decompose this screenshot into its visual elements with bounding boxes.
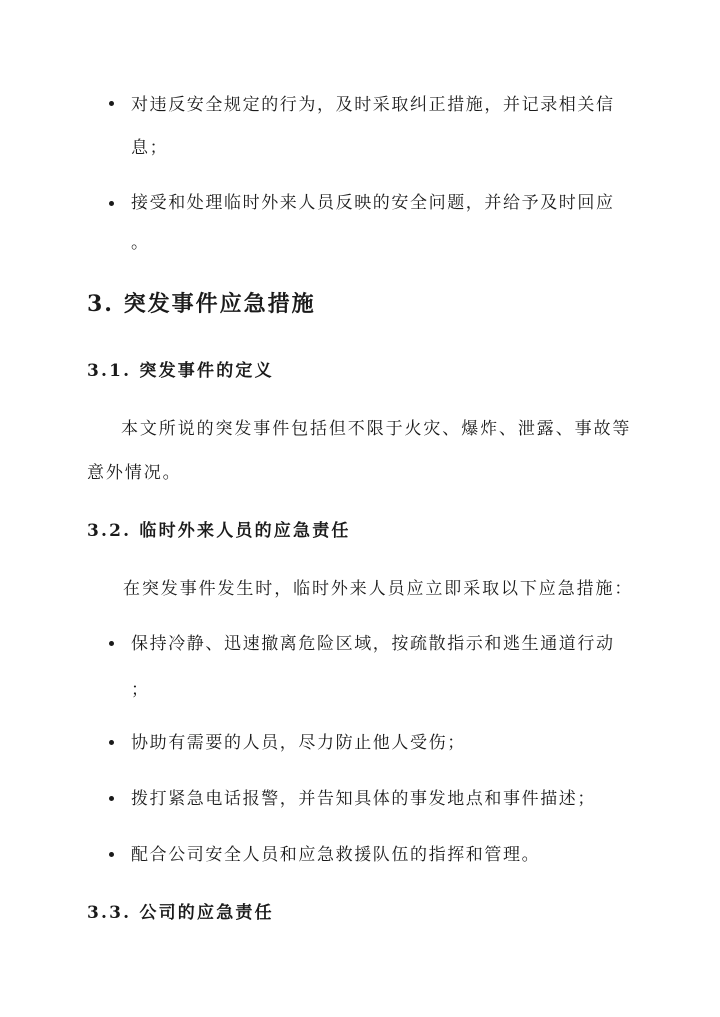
subsection-heading: 3.3. 公司的应急责任 xyxy=(87,903,274,923)
list-item-text-continued: 息； xyxy=(131,138,169,158)
section-heading: 3. 突发事件应急措施 xyxy=(87,291,316,317)
subsection-heading: 3.1. 突发事件的定义 xyxy=(87,361,274,381)
bullet-icon xyxy=(109,201,114,206)
bullet-icon xyxy=(109,101,114,106)
bullet-icon xyxy=(109,852,114,857)
paragraph-line: 在突发事件发生时，临时外来人员应立即采取以下应急措施： xyxy=(123,579,634,599)
list-item-text: 保持冷静、迅速撤离危险区域，按疏散指示和逃生通道行动 xyxy=(131,634,615,654)
list-item-text: 配合公司安全人员和应急救援队伍的指挥和管理。 xyxy=(131,845,541,865)
list-item xyxy=(0,78,720,138)
list-item xyxy=(0,722,720,762)
paragraph-line: 本文所说的突发事件包括但不限于火灾、爆炸、泄露、事故等 xyxy=(121,419,632,439)
list-item-text-continued: 。 xyxy=(131,233,150,253)
list-item xyxy=(0,778,720,818)
list-item xyxy=(0,620,720,680)
list-item xyxy=(0,178,720,238)
list-item-text-continued: ； xyxy=(131,680,150,700)
list-item xyxy=(0,834,720,874)
list-item-text: 对违反安全规定的行为，及时采取纠正措施，并记录相关信 xyxy=(131,95,615,115)
list-item-text: 拨打紧急电话报警，并告知具体的事发地点和事件描述； xyxy=(131,789,596,809)
bullet-icon xyxy=(109,641,114,646)
paragraph-line: 意外情况。 xyxy=(87,463,182,483)
list-item-text: 接受和处理临时外来人员反映的安全问题，并给予及时回应 xyxy=(131,193,615,213)
subsection-heading: 3.2. 临时外来人员的应急责任 xyxy=(87,521,351,541)
list-item-text: 协助有需要的人员，尽力防止他人受伤； xyxy=(131,733,466,753)
bullet-icon xyxy=(109,740,114,745)
bullet-icon xyxy=(109,796,114,801)
